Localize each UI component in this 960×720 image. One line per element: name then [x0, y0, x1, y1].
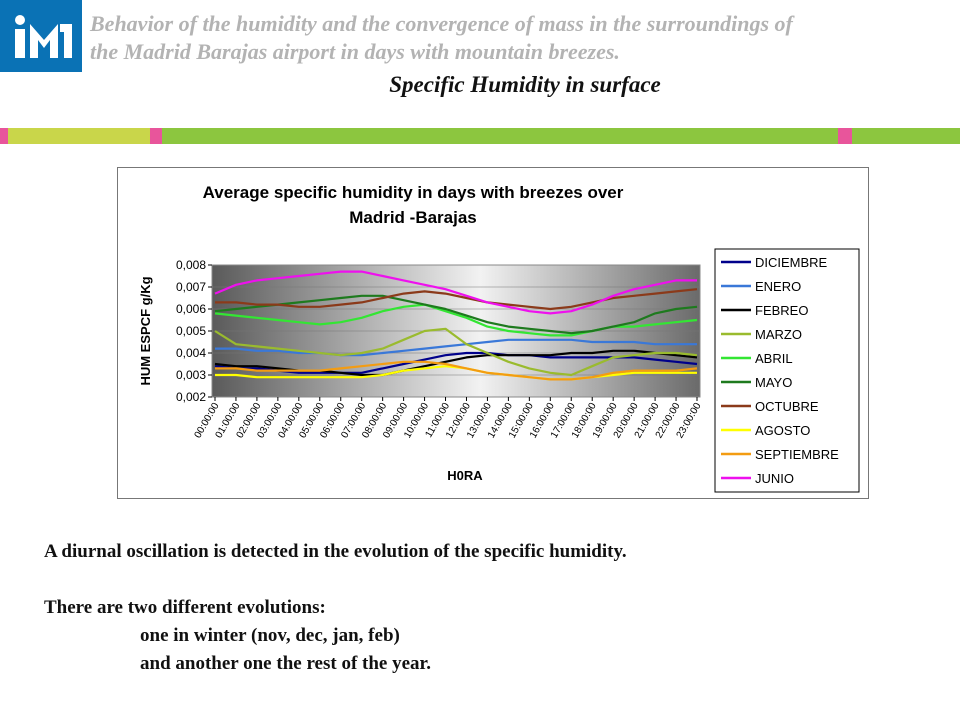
x-tick-label: 20:00:00	[611, 401, 641, 441]
x-tick-label: 13:00:00	[465, 401, 495, 441]
body-line-1: A diurnal oscillation is detected in the evolution of the specific humidity.	[44, 541, 627, 562]
chart-container	[117, 167, 869, 499]
legend-label: SEPTIEMBRE	[755, 447, 839, 462]
x-tick-label: 08:00:00	[360, 401, 390, 441]
x-tick-label: 02:00:00	[234, 401, 264, 441]
presentation-title	[90, 10, 956, 66]
x-tick-label: 21:00:00	[632, 401, 662, 441]
y-axis-ticks	[176, 258, 212, 404]
y-tick-label: 0,005	[175, 324, 206, 338]
x-tick-label: 07:00:00	[339, 401, 369, 441]
slide-subtitle: Specific Humidity in surface	[389, 72, 661, 97]
x-tick-label: 22:00:00	[653, 401, 683, 441]
body-line-4: and another one the rest of the year.	[140, 653, 431, 674]
x-tick-label: 11:00:00	[423, 401, 453, 440]
y-tick-label: 0,006	[175, 302, 206, 316]
x-tick-label: 10:00:00	[402, 401, 432, 441]
x-tick-label: 15:00:00	[506, 401, 536, 441]
x-tick-label: 16:00:00	[527, 401, 557, 441]
slide-body	[44, 538, 627, 678]
y-axis-label: HUM ESPCF g/Kg	[138, 276, 153, 386]
x-tick-label: 09:00:00	[381, 401, 411, 441]
y-tick-label: 0,008	[175, 258, 206, 272]
title-line-1: Behavior of the humidity and the convergence of mass in the surroundings of	[90, 11, 793, 36]
x-tick-label: 23:00:00	[674, 401, 704, 441]
legend-label: MAYO	[755, 375, 793, 390]
body-line-3: one in winter (nov, dec, jan, feb)	[140, 625, 400, 646]
legend-label: AGOSTO	[755, 423, 811, 438]
x-tick-label: 06:00:00	[318, 401, 348, 441]
chart-title-line-2: Madrid -Barajas	[349, 208, 477, 227]
decorative-band	[0, 128, 960, 144]
x-axis-ticks	[193, 397, 704, 440]
legend-label: ENERO	[755, 279, 802, 294]
x-tick-label: 19:00:00	[590, 401, 620, 441]
x-tick-label: 17:00:00	[548, 401, 578, 441]
x-tick-label: 12:00:00	[444, 401, 474, 441]
x-axis-label: H0RA	[447, 468, 483, 483]
y-tick-label: 0,007	[175, 280, 206, 294]
x-tick-label: 00:00:00	[192, 401, 222, 441]
blank-line	[44, 566, 627, 594]
legend-label: JUNIO	[755, 471, 794, 486]
x-tick-label: 14:00:00	[485, 401, 515, 441]
legend-label: DICIEMBRE	[755, 255, 828, 270]
x-tick-label: 05:00:00	[297, 401, 327, 441]
y-tick-label: 0,004	[175, 346, 206, 360]
x-tick-label: 04:00:00	[276, 401, 306, 441]
y-tick-label: 0,002	[175, 390, 206, 404]
humidity-chart	[118, 168, 868, 498]
legend-label: ABRIL	[755, 351, 793, 366]
y-tick-label: 0,003	[175, 368, 206, 382]
legend-label: FEBREO	[755, 303, 809, 318]
legend-label: MARZO	[755, 327, 802, 342]
x-tick-label: 18:00:00	[569, 401, 599, 441]
chart-title-line-1: Average specific humidity in days with breezes over	[202, 183, 624, 202]
body-line-2: There are two different evolutions:	[44, 597, 326, 618]
legend-label: OCTUBRE	[755, 399, 819, 414]
inm-logo	[0, 0, 82, 72]
x-tick-label: 01:00:00	[213, 401, 243, 441]
x-tick-label: 03:00:00	[255, 401, 285, 441]
title-line-2: the Madrid Barajas airport in days with mountain breezes.	[90, 39, 620, 64]
